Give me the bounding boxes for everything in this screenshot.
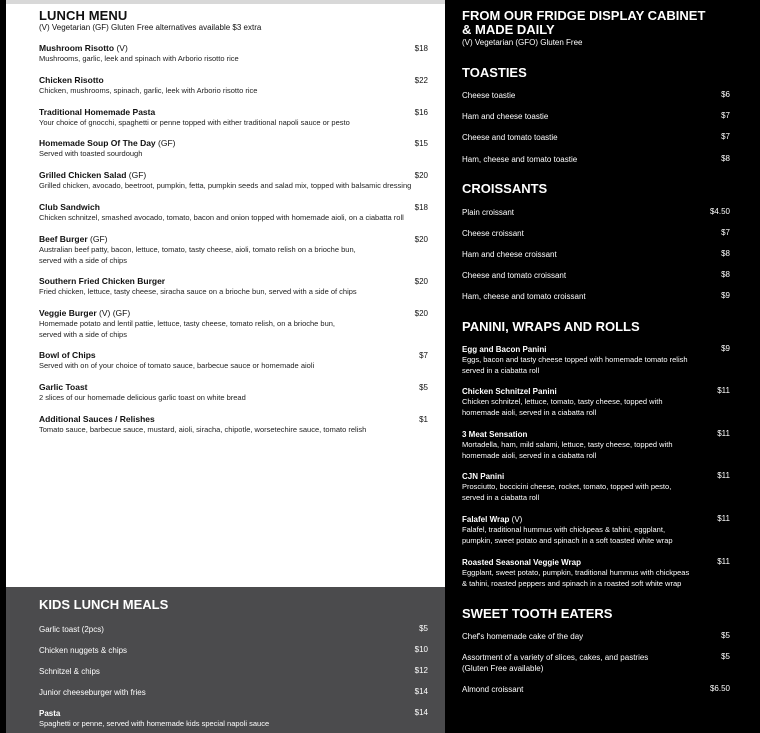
item-description: Tomato sauce, barbecue sauce, mustard, aioli, siracha, chipotle, worsetechire sauce, tomato relish	[39, 425, 367, 434]
lunch-item	[39, 202, 404, 224]
item-name: Beef Burger	[39, 234, 88, 244]
item-name: Garlic Toast	[39, 382, 88, 392]
item-description: Served with on of your choice of tomato sauce, barbecue sauce or homemade aioli	[39, 361, 315, 370]
toastie-item-name: Ham, cheese and tomato toastie	[462, 155, 578, 164]
croissant-item-name: Cheese croissant	[462, 229, 524, 238]
item-description-line2: served with a side of chips	[39, 329, 127, 339]
item-name: Homemade Soup Of The Day	[39, 138, 156, 148]
lunch-item	[39, 382, 246, 404]
panini-item-name: Roasted Seasonal Veggie Wrap	[462, 558, 582, 567]
panini-item-price: $11	[717, 386, 730, 395]
item-price: $1	[419, 415, 428, 424]
croissants-title: CROISSANTS	[462, 181, 548, 196]
panini-item-name: CJN Panini	[462, 472, 505, 481]
kids-item-name: Junior cheeseburger with fries	[39, 688, 146, 697]
lunch-item	[39, 43, 239, 65]
sweet-item-name-line2: (Gluten Free available)	[462, 664, 544, 673]
item-name: Chicken Risotto	[39, 75, 104, 85]
item-price: $20	[414, 171, 428, 180]
kids-item-name: Schnitzel & chips	[39, 667, 100, 676]
panini-item-desc-line1: Eggs, bacon and tasty cheese topped with homemade tomato relish	[462, 355, 688, 364]
item-description: Fried chicken, lettuce, tasty cheese, siracha sauce on a brioche bun, served with a side of chips	[39, 287, 357, 296]
item-description: Mushrooms, garlic, leek and spinach with Arborio risotto rice	[39, 54, 239, 63]
croissant-item-name: Cheese and tomato croissant	[462, 271, 567, 280]
lunch-menu-subtitle: (V) Vegetarian (GF) Gluten Free alternatives available $3 extra	[39, 23, 262, 32]
panini-item-price: $9	[721, 344, 730, 353]
kids-item-name: Garlic toast (2pcs)	[39, 625, 104, 634]
lunch-item	[39, 276, 357, 298]
item-price: $16	[414, 108, 428, 117]
panini-item-desc-line2: homemade aioli, served in a ciabatta roll	[462, 451, 597, 460]
croissant-item-price: $8	[721, 270, 730, 279]
panini-item-name	[462, 514, 522, 525]
croissant-item-price: $8	[721, 249, 730, 258]
item-description: Homemade potato and lentil pattie, lettuce, tasty cheese, tomato relish, on a brioche bun,	[39, 319, 336, 328]
panini-item-desc-line2: & tahini, roasted peppers and spinach in a roasted soft white wrap	[462, 579, 682, 588]
croissant-item-price: $9	[721, 291, 730, 300]
item-price: $15	[414, 139, 428, 148]
panini-item-name: Egg and Bacon Panini	[462, 345, 547, 354]
item-price: $18	[414, 44, 428, 53]
kids-item-price: $10	[414, 645, 428, 654]
panini-item-desc-line1: Eggplant, sweet potato, pumpkin, traditional hummus with chickpeas	[462, 568, 690, 577]
panini-item-desc-line2: homemade aioli, served in a ciabatta roll	[462, 408, 597, 417]
toastie-item-price: $7	[721, 111, 730, 120]
item-price: $18	[414, 203, 428, 212]
item-tag: (GF)	[90, 234, 108, 244]
sweet-item-price: $5	[721, 652, 730, 661]
top-shade	[6, 0, 445, 4]
sweet-item-name: Chef's homemade cake of the day	[462, 632, 584, 641]
item-price: $20	[414, 277, 428, 286]
sweet-item-price: $5	[721, 631, 730, 640]
item-name: Veggie Burger	[39, 308, 97, 318]
item-name: Mushroom Risotto	[39, 43, 115, 53]
panini-item-name: Chicken Schnitzel Panini	[462, 387, 557, 396]
toasties-title: TOASTIES	[462, 65, 527, 80]
kids-item-price: $12	[414, 666, 428, 675]
item-description: Your choice of gnocchi, spaghetti or penne topped with either traditional napoli sauce or pesto	[39, 118, 350, 127]
panini-item-desc-line1: Falafel, traditional hummus with chickpeas & tahini, eggplant,	[462, 525, 666, 534]
item-name: Traditional Homemade Pasta	[39, 107, 156, 117]
kids-item-price: $14	[414, 708, 428, 717]
croissant-item-name: Plain croissant	[462, 208, 515, 217]
item-name: Bowl of Chips	[39, 350, 96, 360]
panini-item-price: $11	[717, 471, 730, 480]
panini-item-price: $11	[717, 557, 730, 566]
item-description: Chicken, mushrooms, spinach, garlic, leek with Arborio risotto rice	[39, 86, 258, 95]
toastie-item-price: $8	[721, 154, 730, 163]
item-description-line2: served with a side of chips	[39, 255, 127, 265]
item-name: Grilled Chicken Salad	[39, 170, 127, 180]
fridge-title-line2: & MADE DAILY	[462, 22, 555, 37]
item-description: Australian beef patty, bacon, lettuce, tomato, tasty cheese, aioli, tomato relish on a brioche bun,	[39, 245, 356, 254]
panini-title: PANINI, WRAPS AND ROLLS	[462, 319, 640, 334]
toastie-item-name: Ham and cheese toastie	[462, 112, 549, 121]
croissant-item-name: Ham and cheese croissant	[462, 250, 557, 259]
item-tag: (GF)	[158, 138, 176, 148]
kids-item-description: Spaghetti or penne, served with homemade kids special napoli sauce	[39, 719, 270, 728]
panini-item-desc-line2: pumpkin, sweet potato and spinach in a soft toasted white wrap	[462, 536, 673, 545]
lunch-item	[39, 414, 366, 436]
sweet-item-name: Assortment of a variety of slices, cakes, and pastries	[462, 653, 649, 662]
toastie-item-name: Cheese and tomato toastie	[462, 133, 558, 142]
panini-item-price: $11	[717, 429, 730, 438]
panini-item-name: 3 Meat Sensation	[462, 430, 528, 439]
item-description: Served with toasted sourdough	[39, 149, 143, 158]
kids-item-name: Chicken nuggets & chips	[39, 646, 128, 655]
toastie-item-price: $6	[721, 90, 730, 99]
item-tag: (GF)	[128, 170, 147, 180]
toastie-item-name: Cheese toastie	[462, 91, 516, 100]
item-price: $5	[419, 383, 428, 392]
item-tag: (V)	[116, 43, 128, 53]
panini-item-name-text: Falafel Wrap	[462, 515, 510, 524]
item-name: Club Sandwich	[39, 202, 100, 212]
lunch-item	[39, 308, 335, 340]
toastie-item-price: $7	[721, 132, 730, 141]
croissant-item-price: $7	[721, 228, 730, 237]
item-price: $20	[414, 309, 428, 318]
lunch-item	[39, 138, 176, 160]
kids-item-price: $5	[419, 624, 428, 633]
sweet-title: SWEET TOOTH EATERS	[462, 606, 613, 621]
item-description: 2 slices of our homemade delicious garlic toast on white bread	[39, 393, 246, 402]
lunch-item	[39, 234, 356, 266]
panini-item-desc-line1: Chicken schnitzel, lettuce, tomato, tasty cheese, topped with	[462, 397, 663, 406]
lunch-menu-title: LUNCH MENU	[39, 8, 128, 23]
panini-item-desc-line1: Mortadella, ham, mild salami, lettuce, tasty cheese, topped with	[462, 440, 673, 449]
sweet-item-name: Almond croissant	[462, 685, 524, 694]
lunch-item	[39, 170, 411, 192]
fridge-subtitle: (V) Vegetarian (GFO) Gluten Free	[462, 38, 583, 47]
panini-item-tag: (V)	[511, 515, 523, 524]
panini-item-desc-line2: served in a ciabatta roll	[462, 366, 540, 375]
kids-item-price: $14	[414, 687, 428, 696]
panini-item-desc-line1: Prosciutto, boccicini cheese, rocket, tomato, topped with pesto,	[462, 482, 672, 491]
croissant-item-name: Ham, cheese and tomato croissant	[462, 292, 586, 301]
fridge-title-line1: FROM OUR FRIDGE DISPLAY CABINET	[462, 8, 706, 23]
item-description: Grilled chicken, avocado, beetroot, pumpkin, fetta, pumpkin seeds and salad mix, topped with balsamic dressing	[39, 181, 412, 190]
croissant-item-price: $4.50	[709, 207, 730, 216]
panini-item-desc-line2: served in a ciabatta roll	[462, 493, 540, 502]
panini-item-price: $11	[717, 514, 730, 523]
item-price: $20	[414, 235, 428, 244]
item-tag: (V) (GF)	[99, 308, 131, 318]
lunch-item	[39, 107, 350, 129]
lunch-item	[39, 350, 314, 372]
sweet-item-price: $6.50	[709, 684, 730, 693]
item-name: Additional Sauces / Relishes	[39, 414, 155, 424]
item-price: $7	[419, 351, 428, 360]
kids-menu-title: KIDS LUNCH MEALS	[39, 597, 169, 612]
item-price: $22	[414, 76, 428, 85]
kids-item-name: Pasta	[39, 709, 61, 718]
item-name: Southern Fried Chicken Burger	[39, 276, 166, 286]
item-description: Chicken schnitzel, smashed avocado, tomato, bacon and onion topped with homemade aioli, on a ciabatta roll	[39, 213, 404, 222]
lunch-item	[39, 75, 257, 97]
